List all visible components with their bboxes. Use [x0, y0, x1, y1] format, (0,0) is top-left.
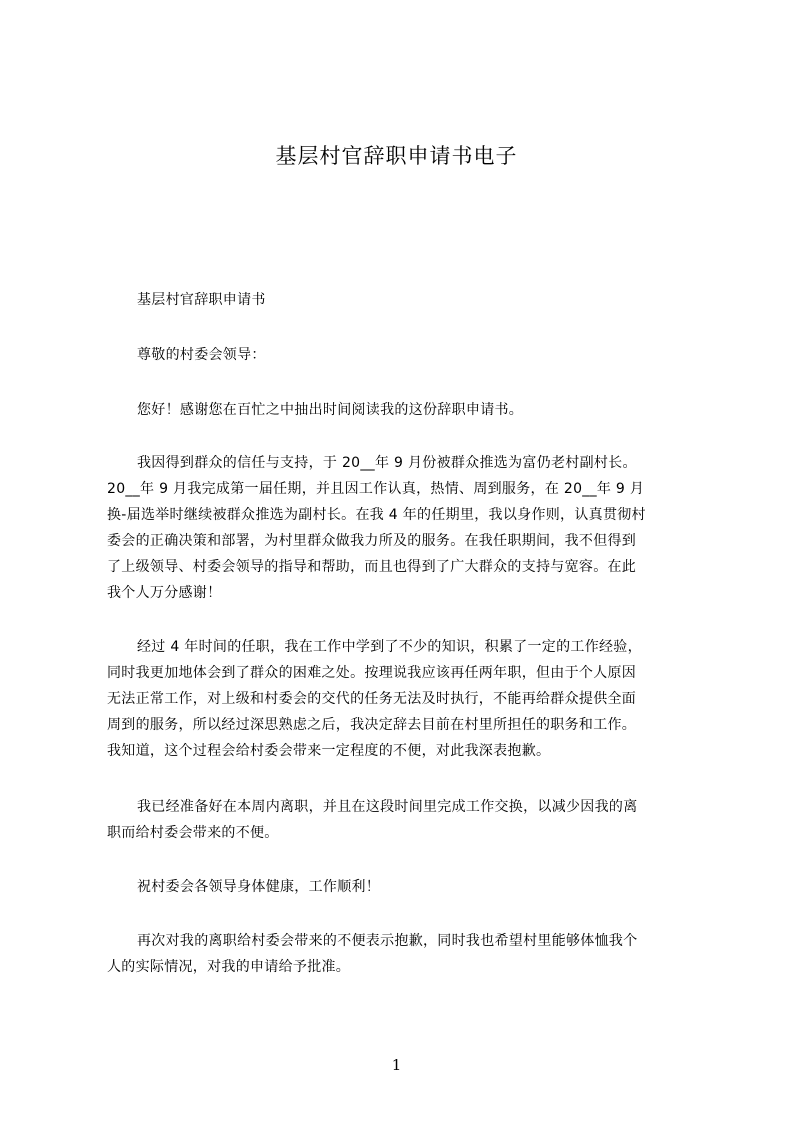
paragraph-4-line-1: 再次对我的离职给村委会带来的不便表示抱歉，同时我也希望村里能够体恤我个	[137, 933, 638, 949]
document-title: 基层村官辞职申请书电子	[275, 144, 518, 168]
salutation: 尊敬的村委会领导：	[137, 347, 266, 363]
paragraph-2-line-1: 经过 4 年时间的任职，我在工作中学到了不少的知识，积累了一定的工作经验，	[137, 639, 642, 655]
paragraph-2-line-2: 同时我更加地体会到了群众的困难之处。按理说我应该再任两年职，但由于个人原因	[107, 665, 637, 681]
letter-heading: 基层村官辞职申请书	[137, 292, 266, 308]
paragraph-1-line-6: 我个人万分感谢！	[107, 585, 222, 601]
paragraph-2-line-5: 我知道，这个过程会给村委会带来一定程度的不便，对此我深表抱歉。	[107, 743, 551, 759]
paragraph-1-line-3: 换-届选举时继续被群众推选为副村长。在我 4 年的任期里，我以身作则，认真贯彻村	[107, 507, 646, 523]
paragraph-1-line-5: 了上级领导、村委会领导的指导和帮助，而且也得到了广大群众的支持与宽容。在此	[107, 559, 637, 575]
greeting: 您好！感谢您在百忙之中抽出时间阅读我的这份辞职申请书。	[137, 402, 524, 418]
paragraph-1-line-4: 委会的正确决策和部署，为村里群众做我力所及的服务。在我任职期间，我不但得到	[107, 533, 637, 549]
paragraph-2-line-3: 无法正常工作，对上级和村委会的交代的任务无法及时执行，不能再给群众提供全面	[107, 691, 637, 707]
paragraph-1-line-1: 我因得到群众的信任与支持，于 20__年 9 月份被群众推选为富仍老村副村长。	[137, 455, 637, 471]
paragraph-3-line-2: 职而给村委会带来的不便。	[107, 825, 279, 841]
paragraph-4-line-2: 人的实际情况，对我的申请给予批准。	[107, 959, 351, 975]
paragraph-3-line-1: 我已经准备好在本周内离职，并且在这段时间里完成工作交换，以减少因我的离	[137, 799, 638, 815]
page-number: 1	[391, 1056, 402, 1074]
paragraph-2-line-4: 周到的服务，所以经过深思熟虑之后，我决定辞去目前在村里所担任的职务和工作。	[107, 717, 637, 733]
blessing: 祝村委会各领导身体健康，工作顺利！	[137, 879, 381, 895]
paragraph-1-line-2: 20__年 9 月我完成第一届任期，并且因工作认真，热情、周到服务，在 20__年 9 月	[107, 481, 645, 497]
